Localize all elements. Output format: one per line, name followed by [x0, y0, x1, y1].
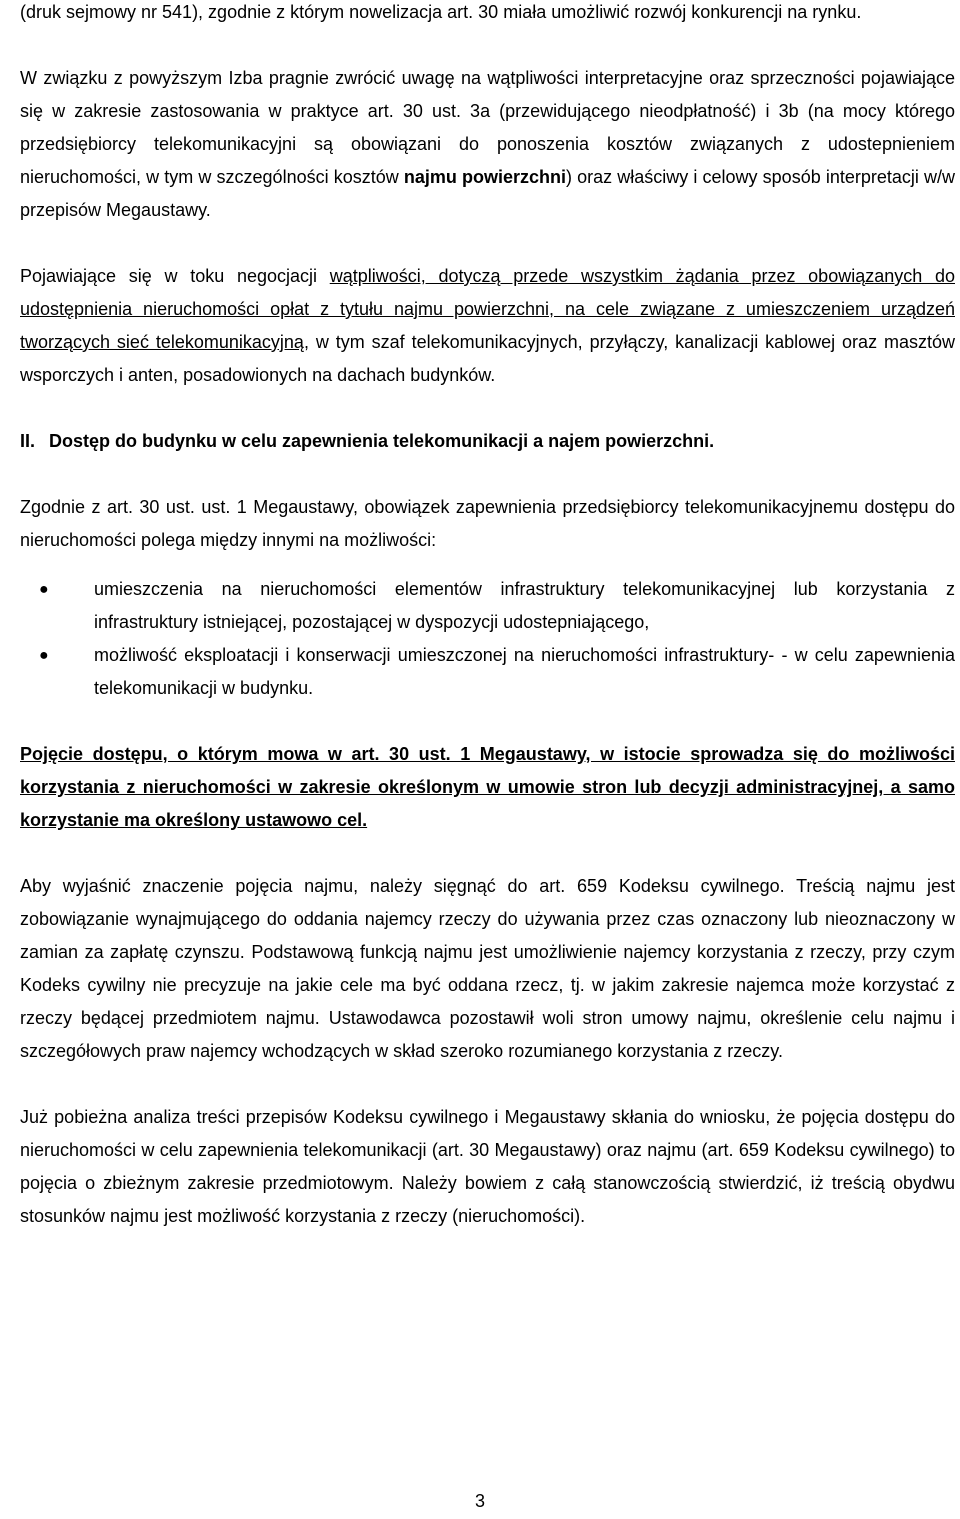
paragraph-druk-sejmowy: [20, 0, 955, 29]
paragraph-watpliwosci: [20, 260, 955, 392]
paragraph-text: Pojawiające się w toku negocjacji: [20, 266, 330, 286]
paragraph-izba: [20, 62, 955, 227]
paragraph-zgodnie: [20, 491, 955, 557]
list-item: [20, 639, 955, 705]
paragraph-text: Pojęcie dostępu, o którym mowa w art. 30 ust. 1 Megaustawy, w istocie sprowadza się do możliwości korzystania z nieruchomości w zakresie określonym w umowie stron lub decyzji administracyjnej, a samo korzystanie ma określony ustawowo cel.: [20, 744, 955, 830]
bullet-icon: ●: [39, 647, 49, 664]
paragraph-text: W związku z powyższym Izba pragnie zwrócić uwagę na wątpliwości interpretacyjne oraz sprzeczności pojawiające się w zakresie zastosowania w praktyce art. 30 ust. 3a (przewidującego nieodpłatność) i 3b (na mocy którego przedsiębiorcy telekomunikacyjni są obowiązani do ponoszenia kosztów związanych z udostepnieniem nieruchomości, w tym w szczególności kosztów: [20, 68, 955, 187]
page-number: 3: [474, 1491, 485, 1511]
paragraph-text: Już pobieżna analiza treści przepisów Kodeksu cywilnego i Megaustawy skłania do wniosku, że pojęcia dostępu do nieruchomości w celu zapewnienia telekomunikacji (art. 30 Megaustawy) oraz najmu (art. 659 Kodeksu cywilnego) to pojęcia o zbieżnym zakresie przedmiotowym. Należy bowiem z całą stanowczością stwierdzić, iż treścią obydwu stosunków najmu jest możliwość korzystania z rzeczy (nieruchomości).: [20, 1107, 955, 1226]
paragraph-najem: [20, 870, 955, 1068]
paragraph-text: ) oraz właściwy i celowy sposób interpretacji w/w przepisów Megaustawy.: [20, 167, 956, 220]
paragraph-analiza: [20, 1101, 955, 1233]
section-number: II.: [20, 431, 36, 451]
paragraph-text: (druk sejmowy nr 541), zgodnie z którym nowelizacja art. 30 miała umożliwić rozwój konkurencji na rynku.: [20, 2, 862, 22]
paragraph-text: Aby wyjaśnić znaczenie pojęcia najmu, należy sięgnąć do art. 659 Kodeksu cywilnego. Treścią najmu jest zobowiązanie wynajmującego do oddania najemcy rzeczy do używania przez czas oznaczony lub nieoznaczony w zamian za zapłatę czynszu. Podstawową funkcją najmu jest umożliwienie najemcy korzystania z rzeczy, przy czym Kodeks cywilny nie precyzuje na jakie cele ma być oddana rzecz, tj. w jakim zakresie najemca może korzystać z rzeczy będącej przedmiotem najmu. Ustawodawca pozostawił woli stron umowy najmu, określenie celu najmu i szczegółowych praw najemcy wchodzących w skład szeroko rozumianego korzystania z rzeczy.: [20, 876, 955, 1061]
bold-phrase-najmu-powierzchni: najmu powierzchni: [403, 167, 567, 187]
section-title: Dostęp do budynku w celu zapewnienia telekomunikacji a najem powierzchni.: [49, 431, 715, 451]
paragraph-pojecie-dostepu: [20, 738, 955, 837]
underlined-phrase-watpliwosci: wątpliwości, dotyczą przede wszystkim żądania przez obowiązanych do udostępnienia nieruchomości opłat z tytułu najmu powierzchni, na cele związane z umieszczeniem urządzeń tworzących sieć telekomunikacyjną: [20, 266, 955, 352]
list-item-text: umieszczenia na nieruchomości elementów infrastruktury telekomunikacyjnej lub korzystania z infrastruktury istniejącej, pozostającej w dyspozycji udostepniającego,: [94, 579, 955, 632]
bullet-icon: ●: [39, 581, 49, 598]
bullet-list: [20, 557, 955, 705]
list-item: [20, 573, 955, 639]
section-heading: [20, 425, 955, 458]
list-item-text: możliwość eksploatacji i konserwacji umieszczonej na nieruchomości infrastruktury- - w celu zapewnienia telekomunikacji w budynku.: [94, 645, 955, 698]
paragraph-text: , w tym szaf telekomunikacyjnych, przyłączy, kanalizacji kablowej oraz masztów wsporczych i anten, posadowionych na dachach budynków.: [20, 332, 955, 385]
paragraph-text: Zgodnie z art. 30 ust. ust. 1 Megaustawy, obowiązek zapewnienia przedsiębiorcy telekomunikacyjnemu dostępu do nieruchomości polega między innymi na możliwości:: [20, 497, 955, 550]
